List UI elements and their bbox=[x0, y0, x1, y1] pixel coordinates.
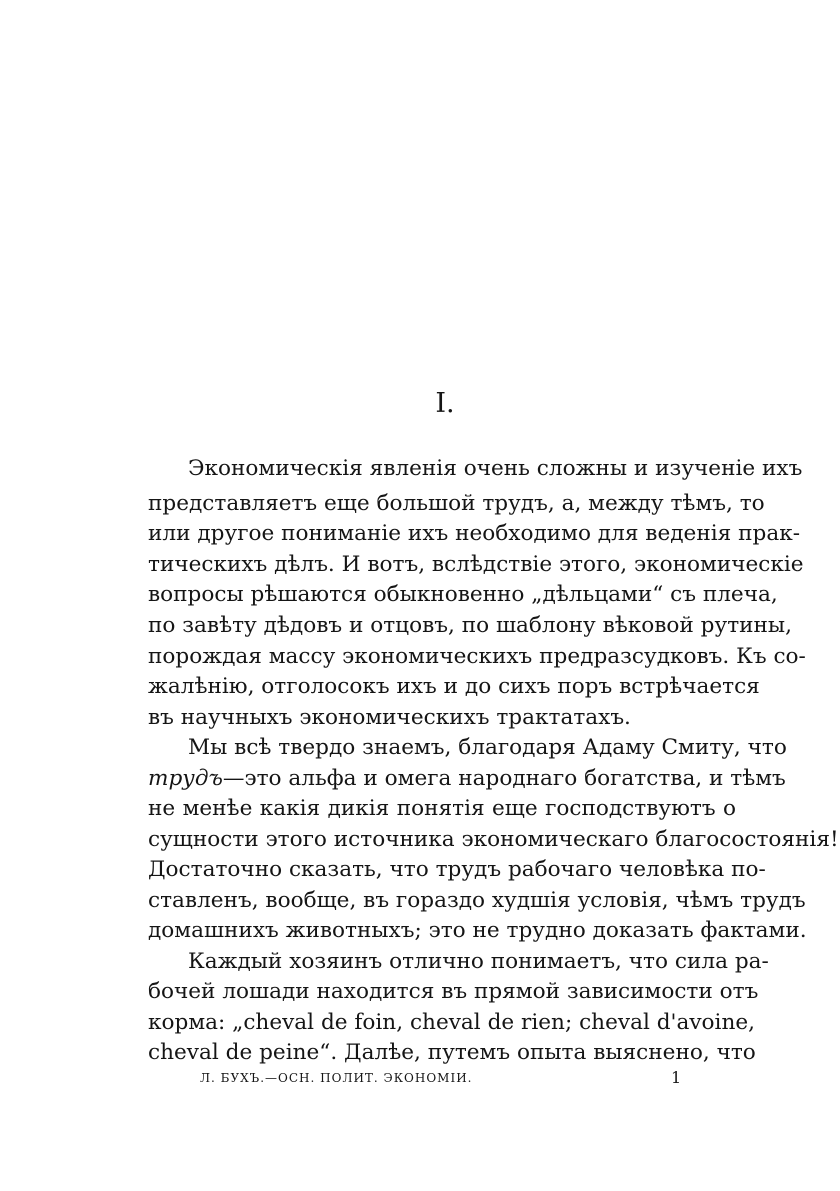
page-number: 1 bbox=[671, 1068, 682, 1087]
text-line: или другое пониманіе ихъ необходимо для веденія прак- bbox=[148, 521, 800, 546]
text-line: корма: „cheval de foin, cheval de rien; cheval d'avoine, bbox=[148, 1010, 755, 1035]
text-line: тическихъ дѣлъ. И вотъ, вслѣдствіе этого, экономическіе bbox=[148, 552, 804, 577]
chapter-number: I. bbox=[435, 388, 455, 419]
text-line: сущности этого источника экономическаго благосостоянія! bbox=[148, 827, 839, 852]
text-line: Каждый хозяинъ отлично понимаетъ, что сила ра- bbox=[188, 949, 769, 974]
text-line: жалѣнію, отголосокъ ихъ и до сихъ поръ встрѣчается bbox=[148, 674, 760, 699]
text-line: Достаточно сказать, что трудъ рабочаго человѣка по- bbox=[148, 857, 766, 882]
text-line: cheval de peine“. Далѣе, путемъ опыта выяснено, что bbox=[148, 1040, 756, 1065]
text-line: представляетъ еще большой трудъ, а, между тѣмъ, то bbox=[148, 491, 765, 516]
text-line: по завѣту дѣдовъ и отцовъ, по шаблону вѣковой рутины, bbox=[148, 613, 792, 638]
text-line: бочей лошади находится въ прямой зависимости отъ bbox=[148, 979, 759, 1004]
text-line: Мы всѣ твердо знаемъ, благодаря Адаму Смиту, что bbox=[188, 735, 787, 760]
text-line: порождая массу экономическихъ предразсудковъ. Къ со- bbox=[148, 644, 806, 669]
text-line: въ научныхъ экономическихъ трактатахъ. bbox=[148, 705, 631, 730]
text-line: Экономическія явленія очень сложны и изученіе ихъ bbox=[188, 456, 803, 481]
text-line: домашнихъ животныхъ; это не трудно доказать фактами. bbox=[148, 918, 807, 943]
running-title: Л. БУХЪ.—ОСН. ПОЛИТ. ЭКОНОМІИ. bbox=[200, 1071, 473, 1085]
text-line: не менѣе какія дикія понятія еще господствуютъ о bbox=[148, 796, 736, 821]
emphasized-word: трудъ bbox=[148, 766, 223, 791]
text-line: вопросы рѣшаются обыкновенно „дѣльцами“ съ плеча, bbox=[148, 582, 778, 607]
text-line-rest: —это альфа и омега народнаго богатства, и тѣмъ bbox=[222, 766, 786, 791]
text-line bbox=[148, 764, 786, 794]
text-line: ставленъ, вообще, въ гораздо худшія условія, чѣмъ трудъ bbox=[148, 888, 806, 913]
